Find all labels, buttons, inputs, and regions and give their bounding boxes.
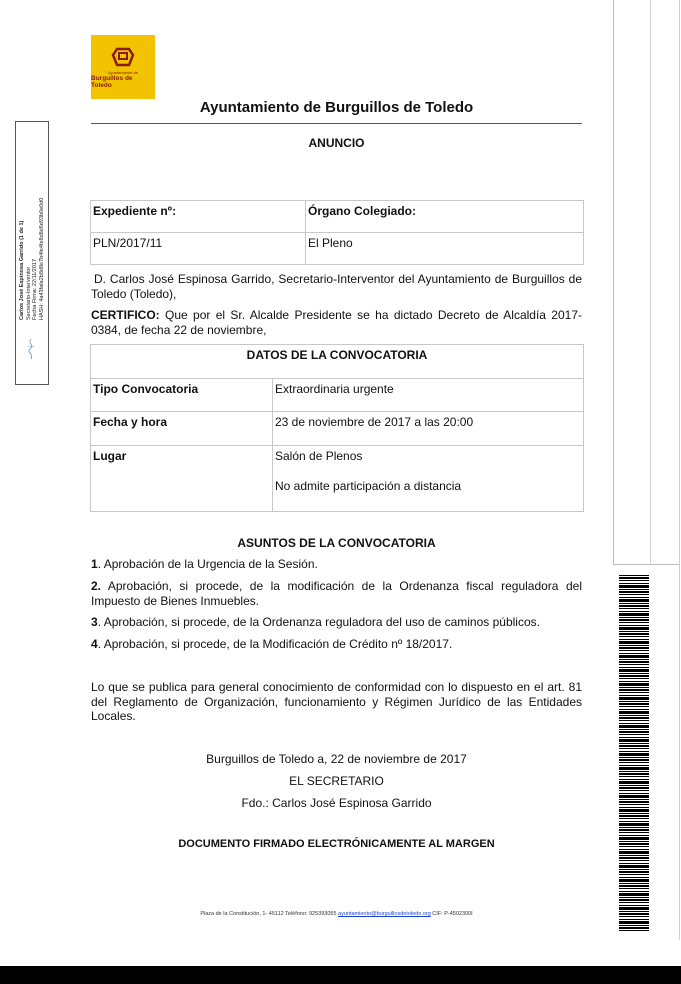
secretary-role: EL SECRETARIO [289, 774, 384, 788]
convocatoria-table [90, 344, 584, 512]
sign-hash: HASH: 4a43fafa2b8d8e7b4fe4fe8d8d6d93b0e0d0 [38, 197, 45, 320]
item-number: 1 [91, 557, 98, 571]
electronic-signature-note: DOCUMENTO FIRMADO ELECTRÓNICAMENTE AL MARGEN [178, 838, 495, 850]
organo-value: El Pleno [306, 233, 584, 265]
expediente-header: Expediente nº: [93, 204, 177, 218]
page-title: Ayuntamiento de Burguillos de Toledo [199, 99, 474, 116]
item-text: . Aprobación, si procede, de la Ordenanza reguladora del uso de caminos públicos. [97, 615, 540, 629]
page-edge [679, 0, 680, 940]
document-type: ANUNCIO [308, 136, 365, 150]
row-value: 23 de noviembre de 2017 a las 20:00 [273, 412, 584, 446]
item-text: . Aprobación, si procede, de la Modificación de Crédito nº 18/2017. [97, 637, 453, 651]
signer-role: Secretario-Interventor [25, 266, 32, 320]
row-value: Salón de Plenos [275, 449, 363, 463]
logo-emblem-icon [111, 46, 135, 68]
item-text: Aprobación, si procede, de la modificación de la Ordenanza fiscal reguladora del Impuesto de Bienes Inmuebles. [91, 579, 582, 608]
convocatoria-title: DATOS DE LA CONVOCATORIA [91, 345, 584, 379]
margin-frame [613, 0, 680, 565]
margin-divider [650, 0, 651, 565]
table-row [91, 446, 584, 512]
signature-stamp-text [19, 70, 49, 320]
expediente-table [90, 200, 584, 265]
organo-header: Órgano Colegiado: [308, 204, 416, 218]
barcode [619, 575, 649, 931]
footer-address: Plaza de la Constitución, 1- 45112 Teléfono: 925393055 [200, 911, 339, 917]
certifico-text: Que por el Sr. Alcalde Presidente se ha dictado Decreto de Alcaldía 2017-0384, de fecha 22 de noviembre, [91, 308, 582, 337]
handwritten-signature-icon [24, 338, 38, 360]
list-item [91, 615, 582, 630]
row-label: Fecha y hora [93, 415, 168, 429]
table-row [91, 412, 584, 446]
item-number: 2. [91, 579, 102, 593]
item-number: 3 [91, 615, 98, 629]
item-text: . Aprobación de la Urgencia de la Sesión. [97, 557, 318, 571]
expediente-value: PLN/2017/11 [91, 233, 306, 265]
footer-email-link[interactable]: ayuntamiento@burguillosdetoledo.org [338, 911, 431, 917]
intro-paragraph: D. Carlos José Espinosa Garrido, Secretario-Interventor del Ayuntamiento de Burguillos de Toledo (Toledo), [91, 272, 582, 301]
footer-cif: CIF: P-4502300I [430, 911, 473, 917]
row-label: Lugar [93, 449, 127, 463]
certifico-label: CERTIFICO: [91, 308, 160, 322]
signer-name: Carlos José Espinosa Garrido (1 de 1) [19, 220, 25, 320]
signed-by: Fdo.: Carlos José Espinosa Garrido [241, 796, 432, 810]
item-number: 4 [91, 637, 98, 651]
certifico-paragraph [91, 308, 582, 337]
row-label: Tipo Convocatoria [93, 382, 199, 396]
sign-date: Fecha Firma: 22/11/2017 [32, 258, 38, 320]
municipal-logo [91, 35, 155, 99]
logo-subtitle: Ayuntamiento de [108, 69, 138, 75]
list-item [91, 557, 582, 572]
closing-paragraph: Lo que se publica para general conocimiento de conformidad con lo dispuesto en el art. 81 del Reglamento de Organización, funcionamiento y Régimen Jurídico de las Entidades Locales. [91, 680, 582, 723]
asuntos-title: ASUNTOS DE LA CONVOCATORIA [237, 536, 436, 550]
list-item [91, 579, 582, 608]
row-value: Extraordinaria urgente [273, 379, 584, 412]
row-value-secondary: No admite participación a distancia [275, 479, 462, 493]
logo-name: Burguillos de Toledo [91, 74, 133, 89]
page-footer [91, 911, 582, 917]
table-row [91, 379, 584, 412]
bottom-bar [0, 966, 681, 984]
title-rule [91, 123, 582, 124]
list-item [91, 637, 582, 652]
place-date: Burguillos de Toledo a, 22 de noviembre de 2017 [206, 752, 467, 766]
